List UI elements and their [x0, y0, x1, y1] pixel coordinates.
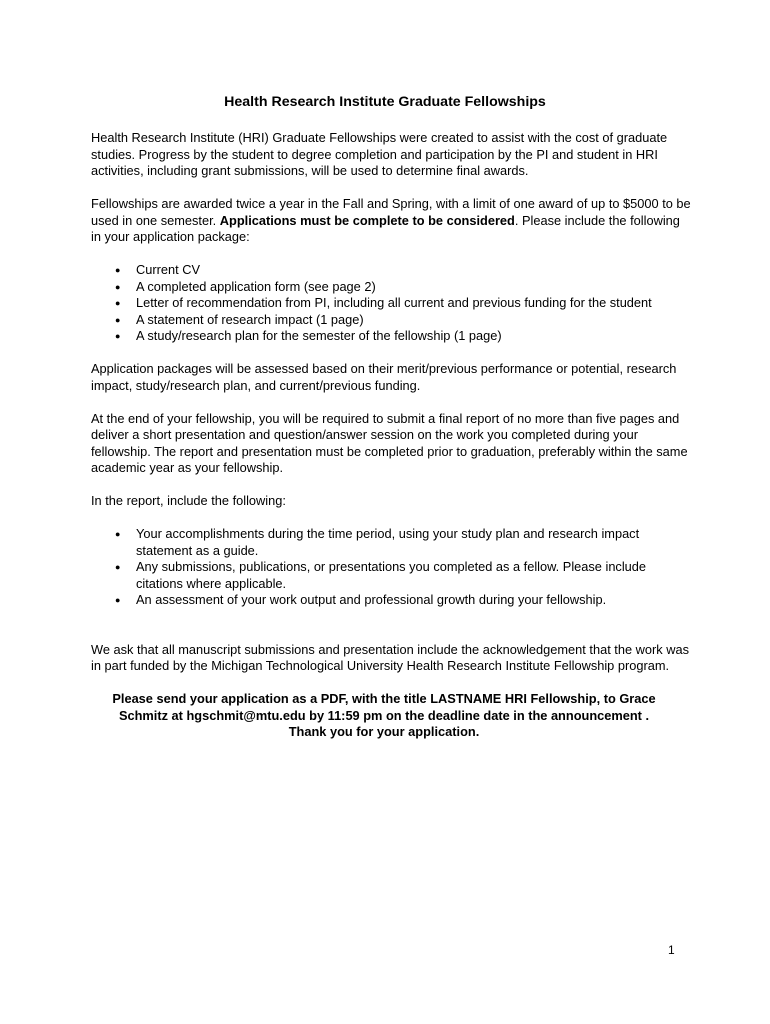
bullet-icon: ● — [115, 281, 121, 292]
list-item-text: Your accomplishments during the time period, using your study plan and research impact statement as a guide. — [136, 526, 640, 558]
intro-paragraph: Health Research Institute (HRI) Graduate Fellowships were created to assist with the cost of graduate studies. Progress by the student to degree completion and participation by the PI and student in HRI activities, including grant submissions, will be used to determine final awards. — [91, 130, 668, 178]
list-item — [91, 262, 691, 279]
report-intro-paragraph: In the report, include the following: — [91, 493, 286, 508]
list-item-text: A study/research plan for the semester of the fellowship (1 page) — [136, 328, 502, 343]
bullet-icon: ● — [115, 595, 121, 605]
spacer — [91, 625, 691, 642]
list-item-text: Any submissions, publications, or presentations you completed as a fellow. Please include citations where applicable. — [136, 559, 647, 591]
award-paragraph — [91, 196, 691, 246]
report-list — [91, 526, 691, 609]
list-item-text: Current CV — [136, 262, 201, 277]
thank-you-note: Thank you for your application. — [288, 724, 480, 739]
award-continuation: . Please include the following in your application package: — [91, 212, 680, 244]
bullet-icon: ● — [115, 529, 121, 539]
list-item-text: A statement of research impact (1 page) — [136, 311, 364, 327]
list-item — [91, 526, 691, 559]
acknowledgement-paragraph: We ask that all manuscript submissions and presentation include the acknowledgement that the work was in part funded by the Michigan Technological University Health Research Institute Fellowship program. — [91, 641, 689, 673]
submission-instructions: Please send your application as a PDF, with the title LASTNAME HRI Fellowship, to Grace Schmitz at hgschmit@mtu.edu by 11:59 pm on the deadline date in the announcement . — [112, 691, 656, 723]
award-text: Fellowships are awarded twice a year in the Fall and Spring, with a limit of one award of up to $5000 to be used in one semester. — [91, 196, 691, 228]
list-item — [91, 559, 691, 592]
list-item-text: A completed application form (see page 2) — [136, 278, 376, 294]
bullet-icon: ● — [115, 562, 121, 572]
list-item — [91, 279, 691, 296]
list-item — [91, 592, 691, 609]
list-item — [91, 295, 691, 312]
package-list — [91, 262, 691, 345]
list-item-text: Letter of recommendation from PI, including all current and previous funding for the student — [136, 295, 652, 310]
list-item-text: An assessment of your work output and professional growth during your fellowship. — [136, 592, 607, 607]
list-item — [91, 312, 691, 329]
complete-requirement: Applications must be complete to be considered — [219, 212, 515, 228]
list-item — [91, 328, 691, 345]
page-title: Health Research Institute Graduate Fellowships — [224, 94, 546, 110]
closing-instructions — [91, 691, 691, 741]
bullet-icon: ● — [115, 265, 121, 275]
final-report-paragraph: At the end of your fellowship, you will be required to submit a final report of no more than five pages and deliver a short presentation and question/answer session on the work you completed during your fellowship. The report and presentation must be completed prior to graduation, preferably within the same academic year as your fellowship. — [91, 410, 688, 475]
bullet-icon: ● — [115, 314, 121, 325]
assessment-paragraph: Application packages will be assessed based on their merit/previous performance or potential, research impact, study/research plan, and current/previous funding. — [91, 361, 677, 393]
document-body — [91, 130, 691, 757]
bullet-icon: ● — [115, 298, 121, 308]
bullet-icon: ● — [115, 331, 121, 341]
page-number: 1 — [668, 943, 675, 957]
